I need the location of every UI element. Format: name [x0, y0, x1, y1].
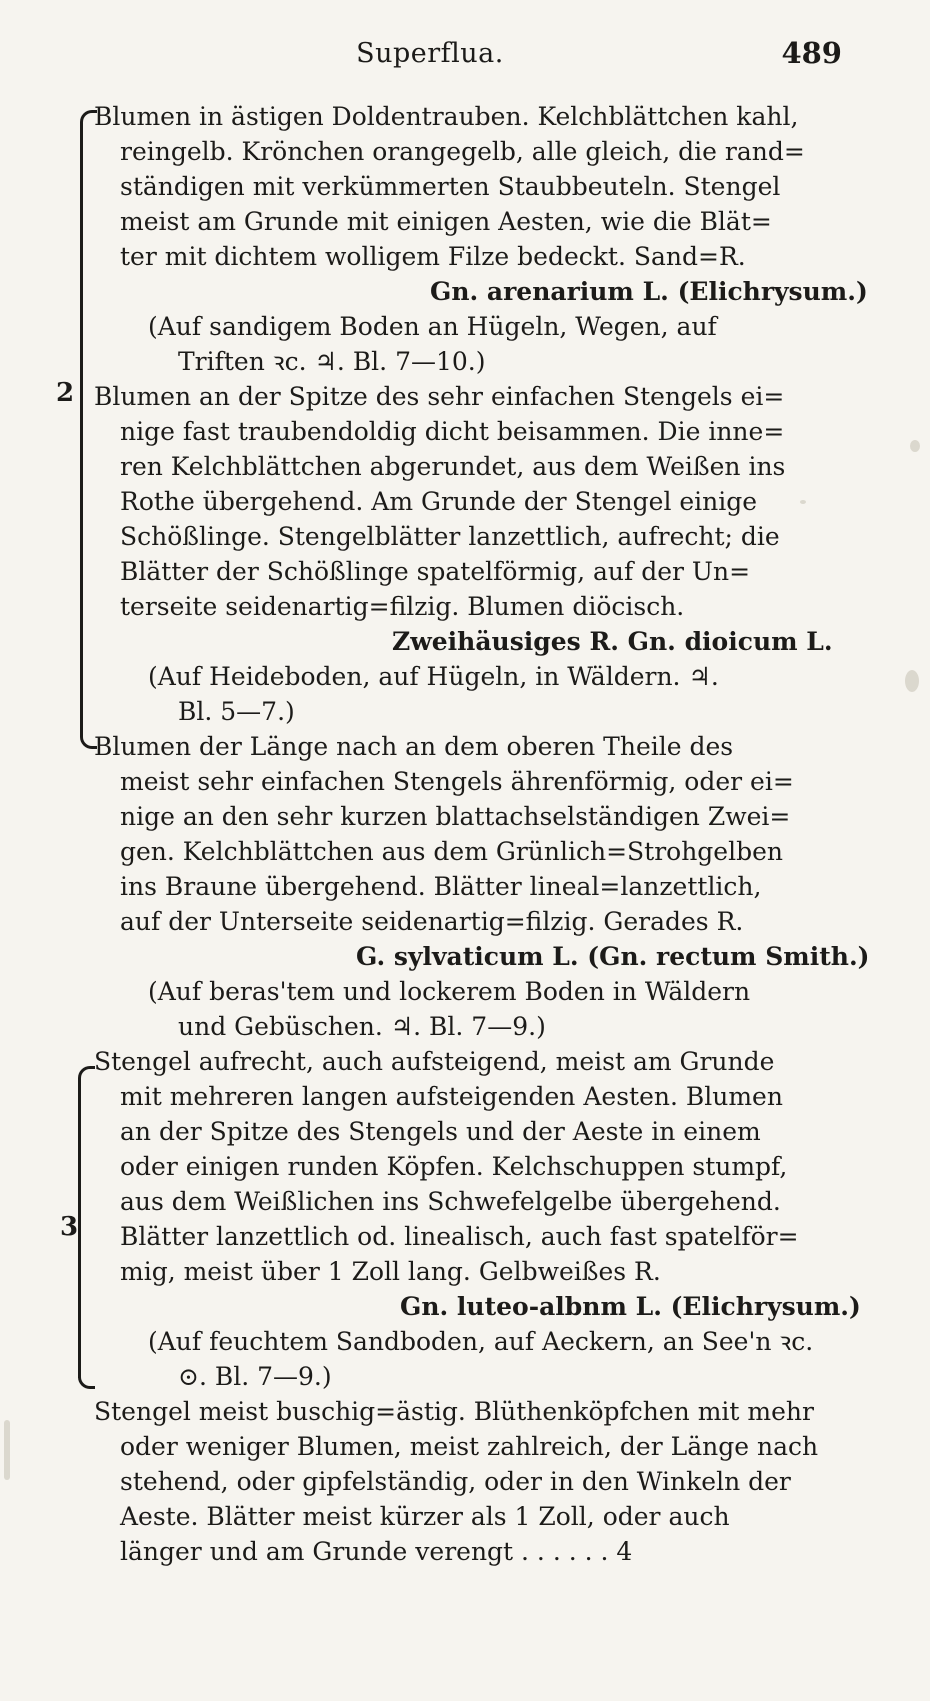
text-line: terseite seidenartig=filzig. Blumen diöcisch. [120, 592, 685, 621]
text-line: ter mit dichtem wolligem Filze bedeckt. Sand=R. [120, 242, 746, 271]
habitat-note: und Gebüschen. ♃. Bl. 7—9.) [178, 1012, 546, 1041]
paper-speck [4, 1420, 10, 1480]
text-line: ständigen mit verkümmerten Staubbeuteln. Stengel [120, 172, 781, 201]
habitat-note: (Auf sandigem Boden an Hügeln, Wegen, auf [148, 312, 717, 341]
text-line: gen. Kelchblättchen aus dem Grünlich=Strohgelben [120, 837, 784, 866]
species-name: Gn. luteo-albnm L. (Elichrysum.) [400, 1292, 861, 1321]
text-line: Blätter der Schößlinge spatelförmig, auf der Un= [120, 557, 751, 586]
text-line: Blumen in ästigen Doldentrauben. Kelchblättchen kahl, [94, 102, 799, 131]
page-number: 489 [781, 36, 842, 70]
text-line: meist sehr einfachen Stengels ährenförmig, oder ei= [120, 767, 794, 796]
text-line: länger und am Grunde verengt . . . . . . 4 [120, 1537, 633, 1566]
text-line: nige fast traubendoldig dicht beisammen. Die inne= [120, 417, 785, 446]
paper-speck [800, 500, 806, 504]
text-line: an der Spitze des Stengels und der Aeste in einem [120, 1117, 761, 1146]
species-name: G. sylvaticum L. (Gn. rectum Smith.) [356, 942, 870, 971]
brace-3 [78, 1078, 81, 1378]
text-line: auf der Unterseite seidenartig=filzig. Gerades R. [120, 907, 744, 936]
text-line: Schößlinge. Stengelblätter lanzettlich, aufrecht; die [120, 522, 780, 551]
couplet-number: 2 [56, 378, 75, 408]
text-line: ins Braune übergehend. Blätter lineal=lanzettlich, [120, 872, 762, 901]
text-line: Blumen an der Spitze des sehr einfachen Stengels ei= [94, 382, 785, 411]
text-line: reingelb. Krönchen orangegelb, alle gleich, die rand= [120, 137, 805, 166]
habitat-note: Bl. 5—7.) [178, 697, 295, 726]
text-line: mig, meist über 1 Zoll lang. Gelbweißes R. [120, 1257, 661, 1286]
text-line: meist am Grunde mit einigen Aesten, wie die Blät= [120, 207, 772, 236]
brace-bottom-hook [78, 1372, 95, 1389]
brace-2 [80, 122, 83, 734]
running-head: Superflua. [356, 38, 504, 69]
species-name: Zweihäusiges R. Gn. dioicum L. [392, 627, 833, 656]
text-line: ren Kelchblättchen abgerundet, aus dem Weißen ins [120, 452, 786, 481]
text-line: Aeste. Blätter meist kürzer als 1 Zoll, oder auch [120, 1502, 730, 1531]
habitat-note: (Auf beras'tem und lockerem Boden in Wäldern [148, 977, 751, 1006]
text-line: oder einigen runden Köpfen. Kelchschuppen stumpf, [120, 1152, 788, 1181]
text-line: Stengel meist buschig=ästig. Blüthenköpfchen mit mehr [94, 1397, 814, 1426]
text-line: Blumen der Länge nach an dem oberen Theile des [94, 732, 734, 761]
habitat-note: ⊙. Bl. 7—9.) [178, 1362, 332, 1391]
text-line: stehend, oder gipfelständig, oder in den Winkeln der [120, 1467, 791, 1496]
species-name: Gn. arenarium L. (Elichrysum.) [430, 277, 868, 306]
text-line: aus dem Weißlichen ins Schwefelgelbe übergehend. [120, 1187, 781, 1216]
habitat-note: (Auf feuchtem Sandboden, auf Aeckern, an See'n ꝛc. [148, 1327, 814, 1356]
couplet-number: 3 [60, 1212, 79, 1242]
paper-speck [905, 670, 919, 692]
habitat-note: Triften ꝛc. ♃. Bl. 7—10.) [178, 347, 486, 376]
text-line: Stengel aufrecht, auch aufsteigend, meist am Grunde [94, 1047, 775, 1076]
paper-speck [910, 440, 920, 452]
text-line: nige an den sehr kurzen blattachselständigen Zwei= [120, 802, 791, 831]
text-line: Rothe übergehend. Am Grunde der Stengel einige [120, 487, 758, 516]
text-line: Blätter lanzettlich od. linealisch, auch fast spatelför= [120, 1222, 799, 1251]
habitat-note: (Auf Heideboden, auf Hügeln, in Wäldern. ♃. [148, 662, 719, 691]
text-line: oder weniger Blumen, meist zahlreich, der Länge nach [120, 1432, 819, 1461]
text-line: mit mehreren langen aufsteigenden Aesten. Blumen [120, 1082, 783, 1111]
